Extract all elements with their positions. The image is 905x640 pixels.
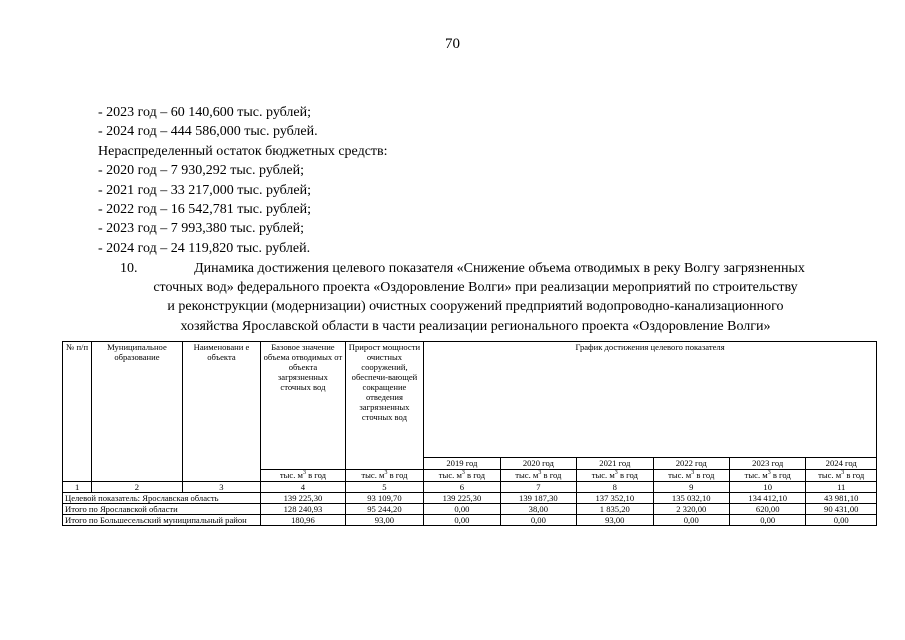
col-number: 8 <box>577 482 653 493</box>
col-number: 5 <box>345 482 423 493</box>
row-increase: 95 244,20 <box>345 504 423 515</box>
row-value: 137 352,10 <box>577 493 653 504</box>
section-heading <box>98 259 853 336</box>
year-header: 2023 год <box>729 458 805 470</box>
unit-suffix: в год <box>617 470 638 480</box>
row-value: 0,00 <box>653 515 729 526</box>
row-label: Итого по Большесельский муниципальный район <box>63 515 261 526</box>
year-header: 2024 год <box>806 458 877 470</box>
unit-suffix: в год <box>464 470 485 480</box>
unit-text: тыс. м <box>515 470 539 480</box>
col-number: 9 <box>653 482 729 493</box>
unit-text: тыс. м <box>818 470 842 480</box>
budget-line: - 2023 год – 7 993,380 тыс. рублей; <box>98 221 305 237</box>
year-header: 2019 год <box>424 458 500 470</box>
unit-suffix: в год <box>844 470 865 480</box>
unit-suffix: в год <box>541 470 562 480</box>
unit-sup: 3 <box>691 470 695 477</box>
header-increase: Прирост мощности очистных сооружений, обеспечи-вающей сокращение отведения загрязненных сточных вод <box>345 342 423 470</box>
col-number: 1 <box>63 482 92 493</box>
col-number: 10 <box>729 482 805 493</box>
unit-text: тыс. м <box>279 470 303 480</box>
heading-line: и реконструкции (модернизации) очистных сооружений предприятий водопроводно-канализационного <box>167 299 784 315</box>
row-increase: 93 109,70 <box>345 493 423 504</box>
unit-text: тыс. м <box>668 470 692 480</box>
unit-cell <box>577 470 653 482</box>
table-row <box>63 504 877 515</box>
row-increase: 93,00 <box>345 515 423 526</box>
heading-line: хозяйства Ярославской области в части реализации регионального проекта «Оздоровление Волги» <box>180 318 771 334</box>
col-number: 6 <box>424 482 500 493</box>
row-base: 139 225,30 <box>261 493 346 504</box>
row-base: 180,96 <box>261 515 346 526</box>
year-header: 2021 год <box>577 458 653 470</box>
header-object: Наименовани е объекта <box>182 342 260 482</box>
row-value: 139 225,30 <box>424 493 500 504</box>
row-base: 128 240,93 <box>261 504 346 515</box>
unit-cell <box>500 470 576 482</box>
section-number: 10. <box>120 261 138 276</box>
row-label: Целевой показатель: Ярославская область <box>63 493 261 504</box>
unit-text: тыс. м <box>361 470 385 480</box>
heading-line: Динамика достижения целевого показателя «Снижение объема отводимых в реку Волгу загрязненных <box>194 261 805 276</box>
heading-line: сточных вод» федерального проекта «Оздоровление Волги» при реализации мероприятий по строительству <box>153 280 798 296</box>
header-schedule: График достижения целевого показателя <box>424 342 877 458</box>
unit-sup: 3 <box>767 470 771 477</box>
year-header: 2022 год <box>653 458 729 470</box>
unit-cell <box>424 470 500 482</box>
budget-line: - 2022 год – 16 542,781 тыс. рублей; <box>98 202 312 218</box>
col-number: 4 <box>261 482 346 493</box>
budget-line: - 2024 год – 444 586,000 тыс. рублей. <box>98 124 318 140</box>
row-value: 2 320,00 <box>653 504 729 515</box>
unit-text: тыс. м <box>438 470 462 480</box>
row-value: 93,00 <box>577 515 653 526</box>
row-value: 43 981,10 <box>806 493 877 504</box>
unit-sup: 3 <box>841 470 845 477</box>
row-value: 90 431,00 <box>806 504 877 515</box>
header-num: № п/п <box>63 342 92 482</box>
row-value: 0,00 <box>424 515 500 526</box>
unit-suffix: в год <box>387 470 408 480</box>
year-header: 2020 год <box>500 458 576 470</box>
col-number: 7 <box>500 482 576 493</box>
unit-cell <box>806 470 877 482</box>
budget-lines <box>98 103 388 258</box>
page-number: 70 <box>445 36 460 52</box>
budget-line: Нераспределенный остаток бюджетных средств: <box>98 143 388 159</box>
unit-sup: 3 <box>302 470 306 477</box>
unit-cell <box>345 470 423 482</box>
row-value: 1 835,20 <box>577 504 653 515</box>
budget-line: - 2020 год – 7 930,292 тыс. рублей; <box>98 163 305 179</box>
table-row <box>63 493 877 504</box>
unit-cell <box>729 470 805 482</box>
unit-sup: 3 <box>538 470 542 477</box>
row-label: Итого по Ярославской области <box>63 504 261 515</box>
header-municipality: Муниципальное образование <box>92 342 183 482</box>
unit-cell <box>261 470 346 482</box>
row-value: 135 032,10 <box>653 493 729 504</box>
unit-cell <box>653 470 729 482</box>
budget-line: - 2023 год – 60 140,600 тыс. рублей; <box>98 105 312 120</box>
row-value: 139 187,30 <box>500 493 576 504</box>
col-number: 3 <box>182 482 260 493</box>
unit-sup: 3 <box>614 470 618 477</box>
row-value: 0,00 <box>424 504 500 515</box>
row-value: 134 412,10 <box>729 493 805 504</box>
row-value: 0,00 <box>500 515 576 526</box>
unit-sup: 3 <box>384 470 388 477</box>
header-base: Базовое значение объема отводимых от объекта загрязненных сточных вод <box>261 342 346 470</box>
table-row <box>63 515 877 526</box>
unit-suffix: в год <box>694 470 715 480</box>
row-value: 38,00 <box>500 504 576 515</box>
unit-suffix: в год <box>305 470 327 480</box>
unit-suffix: в год <box>770 470 791 480</box>
unit-text: тыс. м <box>591 470 615 480</box>
row-value: 0,00 <box>806 515 877 526</box>
col-number: 2 <box>92 482 183 493</box>
budget-line: - 2021 год – 33 217,000 тыс. рублей; <box>98 182 312 198</box>
row-value: 620,00 <box>729 504 805 515</box>
target-indicator-table <box>62 341 877 526</box>
budget-line: - 2024 год – 24 119,820 тыс. рублей. <box>98 240 311 256</box>
row-value: 0,00 <box>729 515 805 526</box>
col-number: 11 <box>806 482 877 493</box>
unit-text: тыс. м <box>744 470 768 480</box>
unit-sup: 3 <box>461 470 465 477</box>
